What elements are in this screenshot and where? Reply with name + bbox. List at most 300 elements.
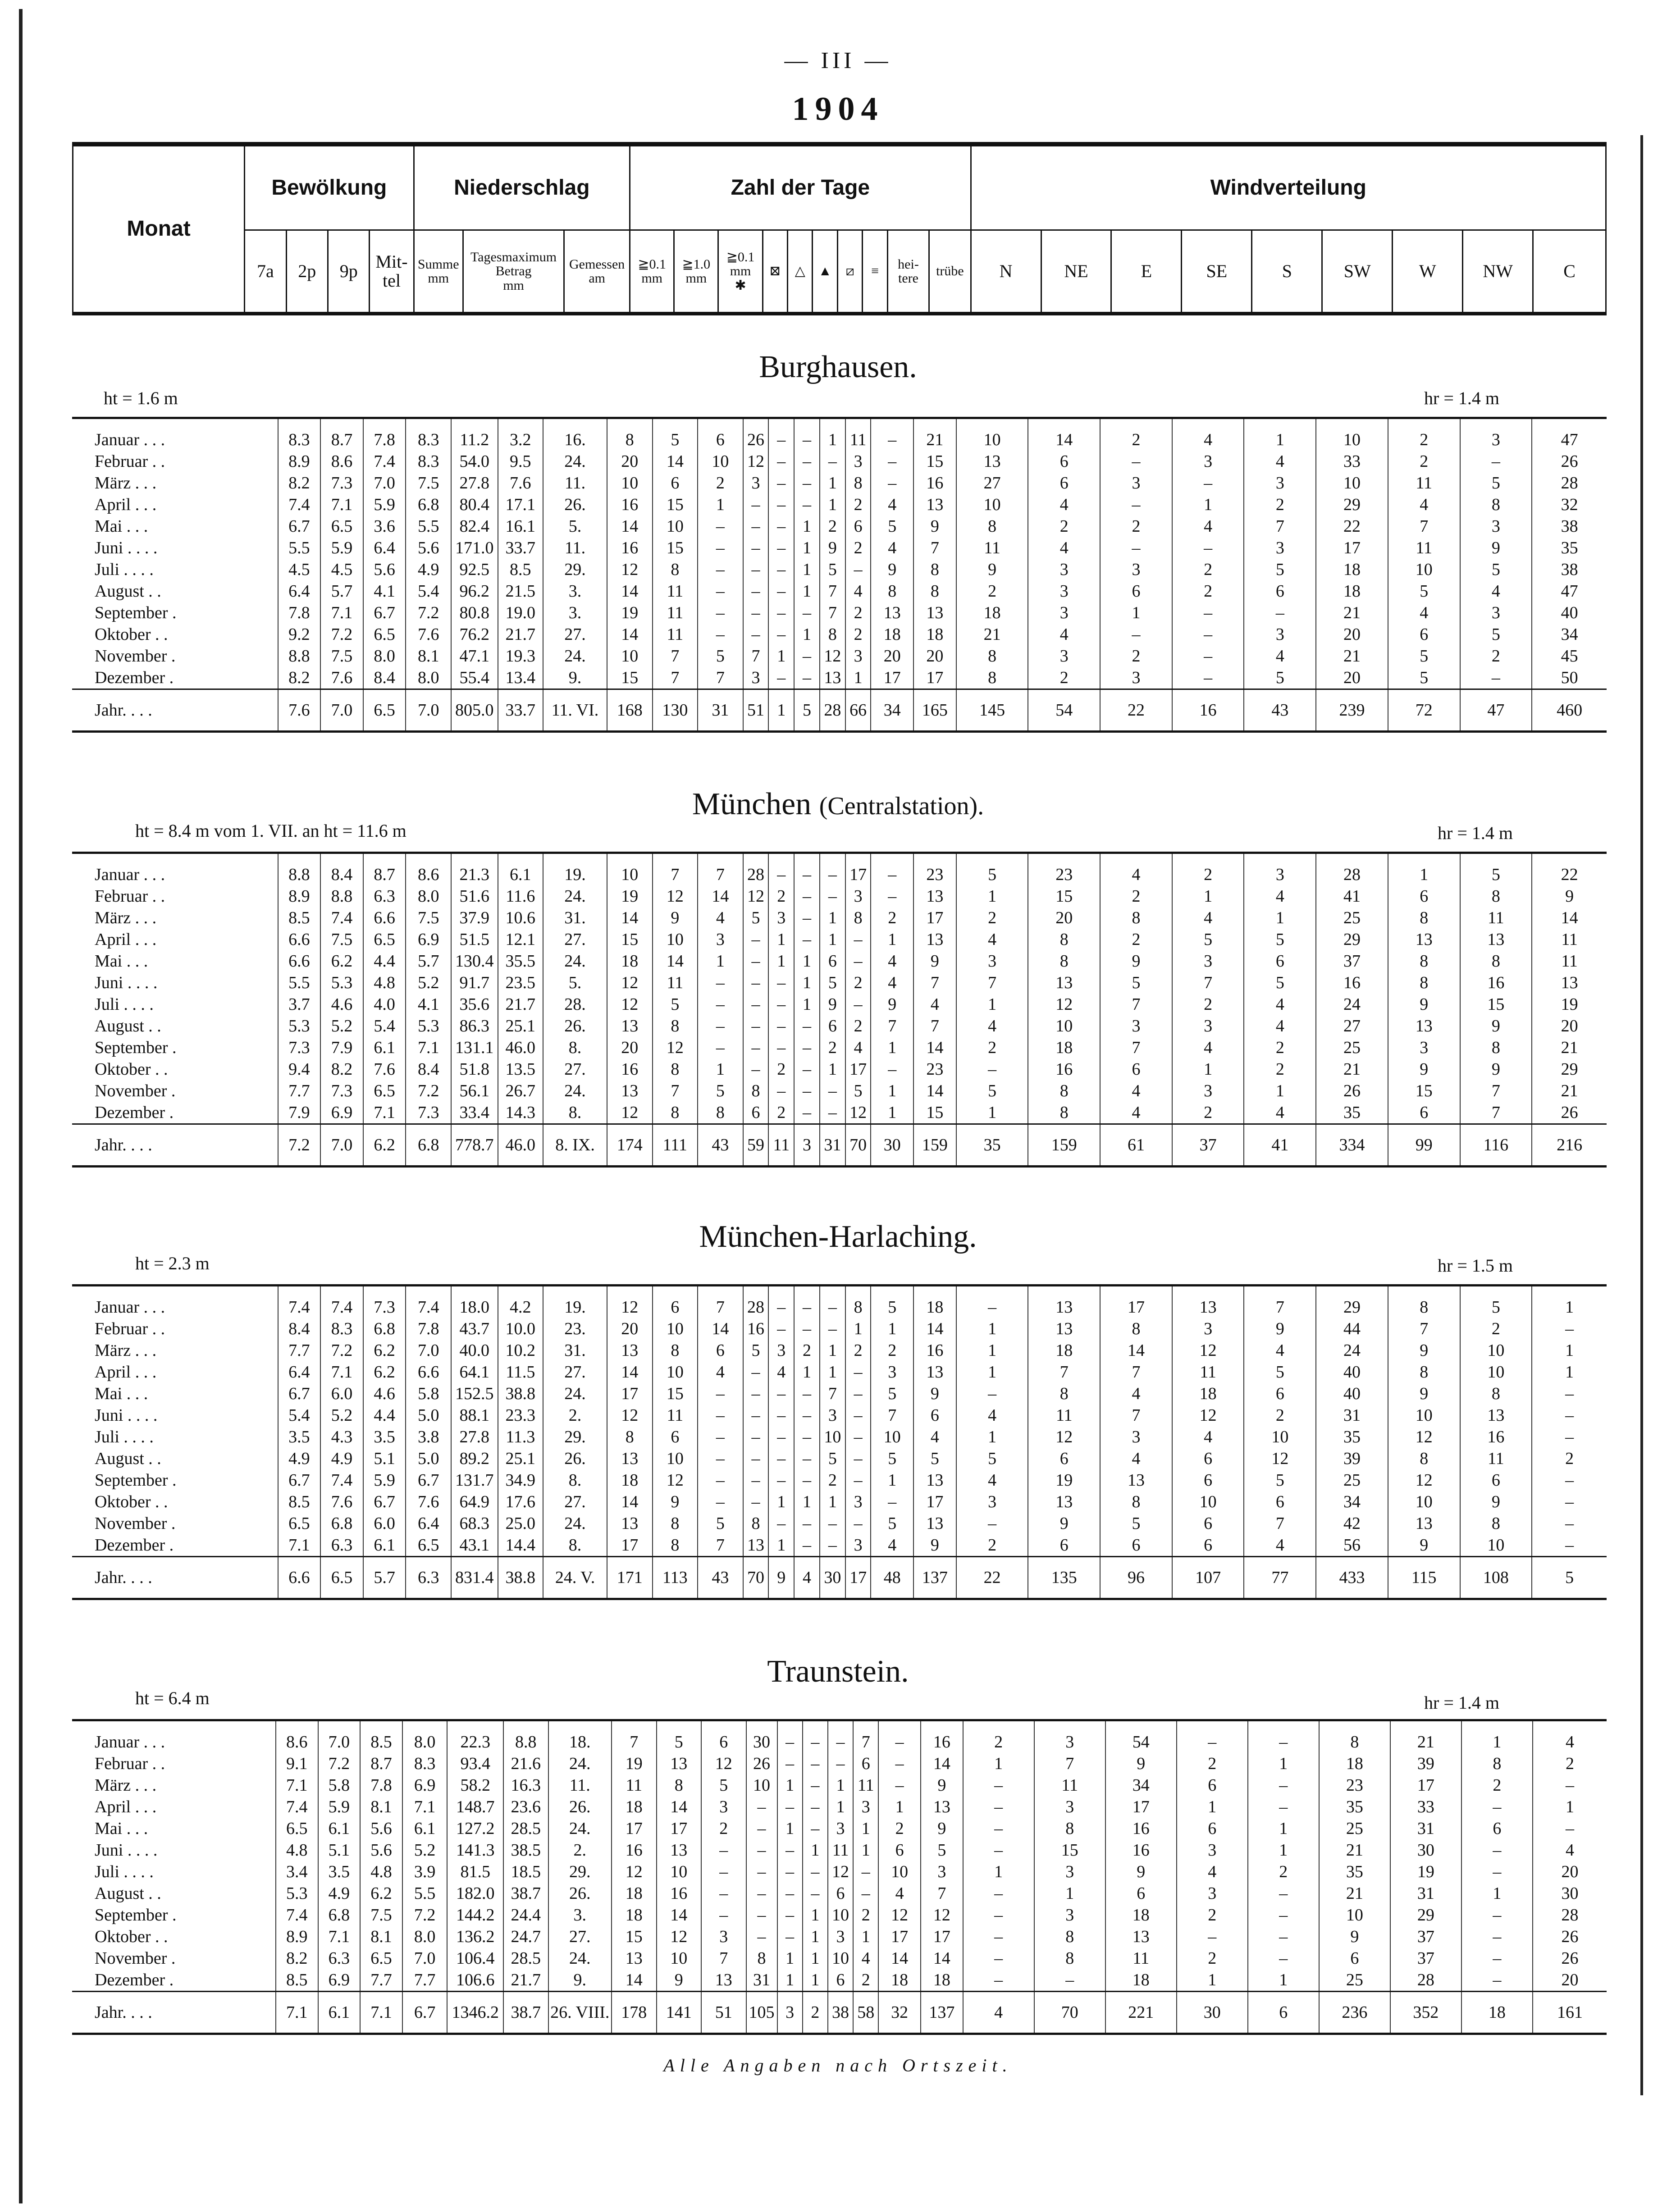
col-wind-sw: SW — [1322, 230, 1393, 314]
table-cell: 6.4 — [363, 537, 406, 559]
table-row — [72, 1861, 1607, 1883]
table-cell: 92.5 — [451, 559, 498, 580]
table-cell: 6 — [1177, 1774, 1248, 1796]
table-cell: 7.0 — [406, 1340, 451, 1361]
table-cell: – — [845, 1469, 871, 1491]
table-cell: 2 — [1100, 515, 1172, 537]
table-cell: 11 — [653, 972, 698, 994]
table-cell: 2 — [1533, 1753, 1607, 1774]
table-cell: 12 — [612, 1861, 657, 1883]
table-cell: 3 — [956, 1491, 1028, 1513]
table-cell: 3. — [543, 602, 607, 624]
table-cell: 8.9 — [278, 885, 321, 907]
table-cell: 21 — [1316, 602, 1388, 624]
table-cell: 1 — [1248, 1969, 1319, 1992]
station-table — [72, 1719, 1607, 2035]
table-cell: 6 — [701, 1720, 746, 1753]
table-cell: 3.5 — [363, 1426, 406, 1448]
table-cell: 174 — [607, 1124, 653, 1167]
table-cell: 7 — [913, 972, 956, 994]
table-cell: 3 — [853, 1796, 878, 1818]
table-cell: 6.8 — [363, 1318, 406, 1340]
table-cell: 18 — [1316, 580, 1388, 602]
table-cell: – — [777, 1926, 803, 1947]
table-cell: – — [1034, 1969, 1105, 1992]
month-label: Februar . . — [95, 1319, 165, 1338]
table-cell: 8 — [653, 1015, 698, 1037]
table-cell: 8 — [1460, 1513, 1532, 1534]
table-cell: 9. — [543, 667, 607, 689]
month-label: Jahr. . . . — [72, 1124, 278, 1167]
table-cell: 2 — [1460, 1318, 1532, 1340]
table-cell: 23.3 — [498, 1405, 543, 1426]
table-cell: 7 — [653, 853, 698, 886]
table-cell: 28 — [743, 853, 769, 886]
table-cell: 1 — [820, 907, 845, 929]
table-cell: 15 — [607, 667, 653, 689]
table-cell: 137 — [921, 1992, 963, 2034]
table-cell: 13 — [1460, 929, 1532, 950]
table-cell: 14 — [1100, 1340, 1172, 1361]
col-gemessen: Gemessen am — [564, 230, 630, 314]
table-cell: 4 — [871, 1534, 913, 1557]
table-cell: 1 — [768, 929, 794, 950]
table-cell: 6 — [1388, 1102, 1460, 1124]
table-cell: 6.0 — [320, 1383, 363, 1405]
table-cell: 40.0 — [451, 1340, 498, 1361]
table-cell: 6.2 — [360, 1883, 402, 1904]
table-cell: 7 — [698, 667, 743, 689]
table-cell: 8. — [543, 1534, 607, 1557]
table-cell: 1 — [1100, 602, 1172, 624]
table-cell: 8 — [956, 645, 1028, 667]
table-cell: 9 — [1105, 1753, 1177, 1774]
table-cell: 10 — [1388, 1491, 1460, 1513]
table-cell: 1 — [777, 1774, 803, 1796]
table-cell: 9 — [1244, 1318, 1316, 1340]
col-wind-w: W — [1393, 230, 1463, 314]
table-cell: 7.2 — [406, 1080, 451, 1102]
table-cell: 1 — [871, 1037, 913, 1058]
table-cell: 1 — [777, 1969, 803, 1992]
table-cell: – — [794, 1469, 820, 1491]
table-cell: 12 — [607, 559, 653, 580]
table-cell: 8.5 — [360, 1720, 402, 1753]
table-cell: 12 — [607, 972, 653, 994]
table-cell: 1 — [1244, 907, 1316, 929]
table-cell: 3 — [1244, 537, 1316, 559]
table-cell: 2 — [1100, 885, 1172, 907]
table-cell: 70 — [1034, 1992, 1105, 2034]
table-cell: 10 — [1460, 1361, 1532, 1383]
table-cell: 35 — [1319, 1796, 1390, 1818]
table-cell: 8.4 — [320, 853, 363, 886]
table-cell: 5.0 — [406, 1405, 451, 1426]
table-cell: 8 — [845, 907, 871, 929]
table-cell: – — [743, 972, 769, 994]
table-cell: 6 — [820, 1015, 845, 1037]
table-cell: 14 — [913, 1318, 956, 1340]
table-cell: 20 — [913, 645, 956, 667]
table-cell: 127.2 — [447, 1818, 503, 1839]
table-cell: 8 — [1028, 1080, 1100, 1102]
table-cell: 16 — [921, 1720, 963, 1753]
table-cell: 25 — [1319, 1969, 1390, 1992]
table-cell: 10 — [653, 1318, 698, 1340]
table-row — [72, 451, 1607, 472]
table-cell: 16.3 — [503, 1774, 548, 1796]
month-label: November . — [95, 1949, 176, 1968]
table-cell: 13 — [657, 1839, 702, 1861]
table-cell: 2 — [820, 1469, 845, 1491]
station-ht: ht = 8.4 m vom 1. VII. an ht = 11.6 m — [135, 821, 406, 841]
table-cell: 5 — [1172, 929, 1244, 950]
table-cell: 18 — [913, 624, 956, 645]
table-cell: 4 — [1100, 1448, 1172, 1469]
month-label: Juli . . . . — [95, 560, 154, 579]
table-cell: – — [794, 645, 820, 667]
table-cell: 3 — [820, 1405, 845, 1426]
table-cell: – — [698, 1426, 743, 1448]
table-cell: – — [794, 451, 820, 472]
table-cell: 7.0 — [320, 689, 363, 732]
station-hr: hr = 1.4 m — [1424, 1692, 1499, 1713]
table-cell: 6 — [1028, 451, 1100, 472]
table-cell: 6 — [1028, 1534, 1100, 1557]
table-cell: 2 — [956, 907, 1028, 929]
station-table — [72, 417, 1607, 733]
table-cell: 3 — [1172, 1015, 1244, 1037]
table-cell: 80.4 — [451, 494, 498, 515]
table-cell: 5.9 — [320, 537, 363, 559]
table-cell: 11. — [543, 472, 607, 494]
table-cell: 8 — [1034, 1926, 1105, 1947]
table-cell: 12 — [1388, 1426, 1460, 1448]
table-row — [72, 972, 1607, 994]
table-cell: 7.2 — [320, 1340, 363, 1361]
table-cell: 5.1 — [363, 1448, 406, 1469]
table-cell: 1 — [845, 667, 871, 689]
table-cell: 1 — [871, 1102, 913, 1124]
table-cell: 25.0 — [498, 1513, 543, 1534]
table-cell: – — [1248, 1796, 1319, 1818]
table-cell: 3 — [1244, 853, 1316, 886]
table-row — [72, 1720, 1607, 1753]
table-cell: 21.7 — [498, 624, 543, 645]
table-cell: 145 — [956, 689, 1028, 732]
table-cell: – — [701, 1861, 746, 1883]
month-label: Mai . . . — [95, 952, 148, 971]
table-cell: 33.4 — [451, 1102, 498, 1124]
col-wind-nw: NW — [1463, 230, 1533, 314]
table-cell: 4.6 — [363, 1383, 406, 1405]
table-cell: 9 — [1028, 1513, 1100, 1534]
table-cell: 2 — [1460, 645, 1532, 667]
table-cell: 10.2 — [498, 1340, 543, 1361]
table-cell: 17 — [845, 1557, 871, 1599]
table-cell: 14 — [607, 515, 653, 537]
table-cell: 3 — [1172, 950, 1244, 972]
table-cell: – — [1533, 1774, 1607, 1796]
page-year: 1904 — [792, 91, 884, 128]
table-cell: 38.8 — [498, 1557, 543, 1599]
table-cell: 24. — [548, 1947, 612, 1969]
table-cell: – — [768, 1286, 794, 1318]
table-cell: 93.4 — [447, 1753, 503, 1774]
table-cell: – — [768, 994, 794, 1015]
table-cell: 11.3 — [498, 1426, 543, 1448]
table-cell: 10 — [1460, 1534, 1532, 1557]
table-row — [72, 853, 1607, 886]
table-cell: 9 — [1460, 537, 1532, 559]
table-cell: 8 — [1034, 1947, 1105, 1969]
table-cell: 7.9 — [278, 1102, 321, 1124]
table-cell: 108 — [1460, 1557, 1532, 1599]
table-cell: 7.5 — [406, 472, 451, 494]
table-cell: 5 — [871, 1286, 913, 1318]
table-cell: 2 — [845, 972, 871, 994]
table-cell: 1 — [963, 1861, 1034, 1883]
table-cell: 3 — [768, 1340, 794, 1361]
table-cell: 5 — [956, 1448, 1028, 1469]
table-cell: 1 — [794, 994, 820, 1015]
table-cell: 1 — [794, 559, 820, 580]
table-cell: 59 — [743, 1124, 769, 1167]
table-cell: 13 — [1388, 1513, 1460, 1534]
table-cell: 334 — [1316, 1124, 1388, 1167]
table-cell: – — [794, 907, 820, 929]
table-cell: 47.1 — [451, 645, 498, 667]
table-cell: – — [698, 1015, 743, 1037]
table-cell: 6.3 — [320, 1534, 363, 1557]
table-cell: 61 — [1100, 1124, 1172, 1167]
table-cell: – — [794, 472, 820, 494]
table-cell: 9 — [1105, 1861, 1177, 1883]
table-cell: 13 — [607, 1448, 653, 1469]
table-cell: – — [794, 1318, 820, 1340]
table-cell: 32 — [1532, 494, 1607, 515]
table-cell: – — [1461, 1969, 1533, 1992]
table-cell: 17 — [913, 907, 956, 929]
table-cell: 22.3 — [447, 1720, 503, 1753]
table-cell: 27.8 — [451, 1426, 498, 1448]
table-cell: – — [794, 418, 820, 451]
table-cell: 4 — [956, 1015, 1028, 1037]
table-cell: 11.6 — [498, 885, 543, 907]
table-cell: 77 — [1244, 1557, 1316, 1599]
table-cell: 10 — [871, 1426, 913, 1448]
table-cell: 178 — [612, 1992, 657, 2034]
table-cell: 16 — [607, 537, 653, 559]
table-row — [72, 1796, 1607, 1818]
table-cell: 15 — [913, 1102, 956, 1124]
table-cell: – — [1532, 1534, 1607, 1557]
table-cell: 8.3 — [320, 1318, 363, 1340]
table-cell: 2 — [1177, 1947, 1248, 1969]
table-cell: – — [1172, 624, 1244, 645]
table-cell: 76.2 — [451, 624, 498, 645]
table-row — [72, 1361, 1607, 1383]
table-cell: 6 — [1248, 1992, 1319, 2034]
table-cell: 1 — [820, 1361, 845, 1383]
table-cell: 5.3 — [276, 1883, 318, 1904]
month-label: Dezember . — [95, 1970, 174, 1989]
table-cell: 2 — [845, 624, 871, 645]
table-cell: 31 — [1316, 1405, 1388, 1426]
table-cell: 25 — [1316, 1037, 1388, 1058]
table-cell: 7 — [698, 853, 743, 886]
table-cell: 2 — [956, 580, 1028, 602]
table-cell: – — [698, 1448, 743, 1469]
table-cell: 9 — [871, 994, 913, 1015]
table-cell: 1 — [1533, 1796, 1607, 1818]
table-cell: 7.2 — [406, 602, 451, 624]
table-cell: 9. — [548, 1969, 612, 1992]
table-cell: 6 — [1172, 1469, 1244, 1491]
table-cell: 7 — [921, 1883, 963, 1904]
month-label: Februar . . — [95, 887, 165, 906]
table-cell: – — [743, 494, 769, 515]
table-cell: 5 — [871, 515, 913, 537]
table-cell: 7.6 — [406, 624, 451, 645]
table-cell: – — [743, 1405, 769, 1426]
table-cell: 12 — [921, 1904, 963, 1926]
table-cell: 20 — [607, 451, 653, 472]
table-cell: 15 — [913, 451, 956, 472]
month-label: September . — [95, 1906, 177, 1925]
table-cell: 14 — [878, 1947, 921, 1969]
month-label: Juni . . . . — [95, 973, 158, 992]
table-cell: 2 — [956, 1534, 1028, 1557]
table-cell: 13 — [1532, 972, 1607, 994]
table-cell: 8.6 — [406, 853, 451, 886]
month-label: Mai . . . — [95, 1819, 148, 1838]
table-cell: 7.3 — [320, 472, 363, 494]
table-cell: 10 — [746, 1774, 777, 1796]
table-cell: 24. — [543, 1383, 607, 1405]
table-cell: 7 — [1460, 1080, 1532, 1102]
table-cell: 12.1 — [498, 929, 543, 950]
table-cell: 7.6 — [498, 472, 543, 494]
header-zahl-der-tage: Zahl der Tage — [630, 144, 971, 230]
table-cell: 4.9 — [320, 1448, 363, 1469]
table-cell: 3 — [743, 667, 769, 689]
table-cell: 2 — [963, 1720, 1034, 1753]
table-cell: 29. — [543, 559, 607, 580]
table-cell: 8.0 — [406, 667, 451, 689]
table-cell: – — [956, 1513, 1028, 1534]
table-cell: 18 — [612, 1796, 657, 1818]
table-cell: 21 — [1319, 1883, 1390, 1904]
table-cell: 5.5 — [406, 515, 451, 537]
table-cell: 7.4 — [320, 1286, 363, 1318]
table-cell: 51.5 — [451, 929, 498, 950]
table-row — [72, 1426, 1607, 1448]
table-cell: 31 — [1390, 1883, 1461, 1904]
header-niederschlag: Niederschlag — [414, 144, 630, 230]
table-cell: 12 — [1028, 1426, 1100, 1448]
table-cell: 144.2 — [447, 1904, 503, 1926]
table-cell: 22 — [1316, 515, 1388, 537]
table-cell: 2 — [1388, 451, 1460, 472]
table-cell: 171.0 — [451, 537, 498, 559]
col-truebe: trübe — [929, 230, 971, 314]
table-cell: 38 — [1532, 559, 1607, 580]
table-cell: 6.6 — [278, 950, 321, 972]
table-cell: 5 — [845, 1080, 871, 1102]
table-cell: 3 — [1177, 1883, 1248, 1904]
table-cell: – — [768, 1513, 794, 1534]
table-cell: 24. — [548, 1818, 612, 1839]
table-cell: 23 — [1319, 1774, 1390, 1796]
month-label: März . . . — [95, 908, 157, 927]
table-cell: – — [963, 1926, 1034, 1947]
table-cell: 80.8 — [451, 602, 498, 624]
table-cell: 1 — [1461, 1720, 1533, 1753]
table-cell: – — [1532, 1469, 1607, 1491]
month-label: März . . . — [95, 474, 157, 493]
table-cell: – — [701, 1904, 746, 1926]
table-cell: 3 — [1460, 515, 1532, 537]
ice-icon: ▲ — [813, 230, 837, 314]
table-cell: 8 — [743, 1080, 769, 1102]
table-cell: – — [1244, 602, 1316, 624]
table-cell: 6.1 — [402, 1818, 448, 1839]
table-cell: 8.5 — [278, 1491, 321, 1513]
month-label: März . . . — [95, 1776, 157, 1795]
table-cell: 5 — [698, 1080, 743, 1102]
table-cell: 5. — [543, 515, 607, 537]
table-cell: – — [743, 602, 769, 624]
table-cell: 3 — [1034, 1904, 1105, 1926]
table-cell: 6 — [853, 1753, 878, 1774]
table-cell: 8.0 — [402, 1926, 448, 1947]
col-wind-c: C — [1533, 230, 1606, 314]
table-cell: 14 — [698, 885, 743, 907]
table-cell: 4 — [1388, 494, 1460, 515]
table-cell: 9 — [653, 1491, 698, 1513]
table-cell: 1 — [820, 418, 845, 451]
table-cell: 7.0 — [402, 1947, 448, 1969]
table-cell: 16 — [657, 1883, 702, 1904]
table-cell: 3 — [845, 1534, 871, 1557]
table-cell: 4 — [1244, 1340, 1316, 1361]
month-label: September . — [95, 1471, 177, 1490]
month-label: November . — [95, 647, 176, 666]
table-cell: 8.4 — [363, 667, 406, 689]
table-cell: – — [794, 1534, 820, 1557]
table-cell: – — [794, 494, 820, 515]
table-cell: 6.7 — [363, 602, 406, 624]
table-cell: 8 — [607, 1426, 653, 1448]
station-table — [72, 1284, 1607, 1600]
table-cell: – — [878, 1753, 921, 1774]
table-cell: 2 — [701, 1818, 746, 1839]
col-9p: 9p — [328, 230, 369, 314]
frost-icon: △ — [788, 230, 813, 314]
month-label: Oktober . . — [95, 1927, 168, 1946]
table-cell: 3.5 — [278, 1426, 321, 1448]
table-cell: 3 — [1244, 624, 1316, 645]
table-cell: 13 — [913, 929, 956, 950]
table-cell: 43.7 — [451, 1318, 498, 1340]
table-cell: – — [820, 451, 845, 472]
table-cell: 33.7 — [498, 689, 543, 732]
table-cell: – — [768, 667, 794, 689]
table-cell: 4 — [853, 1947, 878, 1969]
table-cell: 6.3 — [363, 885, 406, 907]
table-cell: 38 — [828, 1992, 853, 2034]
